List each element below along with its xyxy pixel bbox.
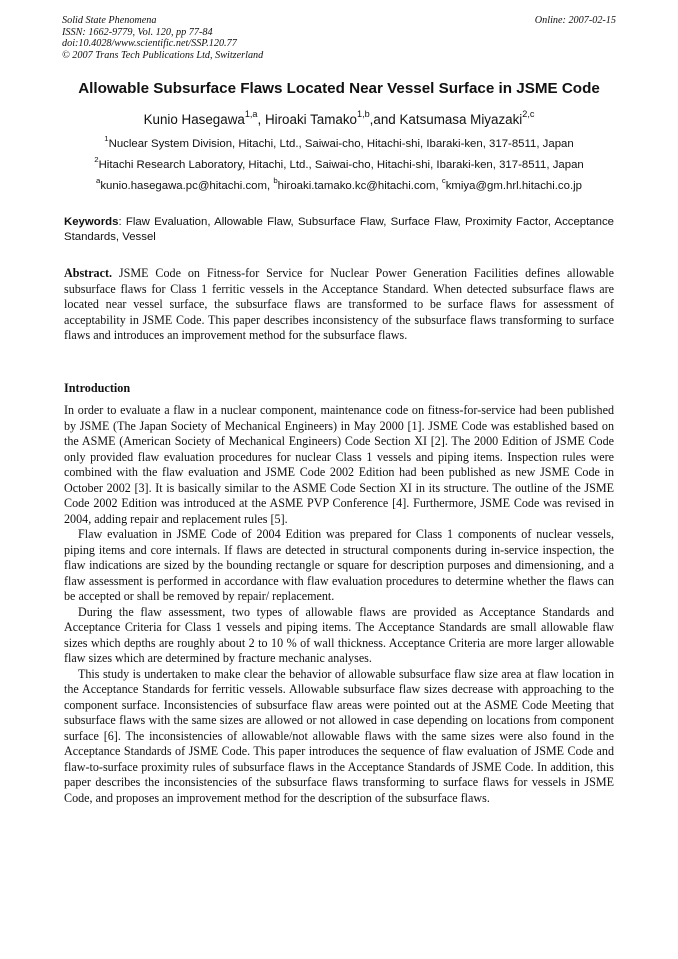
journal-info — [62, 15, 462, 61]
email-mark: c — [441, 176, 446, 186]
abstract-text: JSME Code on Fitness-for Service for Nuclear Power Generation Facilities defines allowable subsurface flaws for Class 1 ferritic vessels in the Acceptance Standard. When detected subsurface flaws are located near vessel surface, the subsurface flaws are transformed to be surface flaws for assessment of acceptability in JSME Code. This paper describes inconsistency of the subsurface flaws transforming to surface flaws and introduces an improvement method for the subsurface flaws. — [64, 266, 614, 343]
copyright-line: © 2007 Trans Tech Publications Ltd, Switzerland — [62, 49, 264, 61]
author-name: Kunio Hasegawa — [143, 112, 245, 127]
keywords-label: Keywords — [64, 216, 119, 228]
email-mark: b — [273, 176, 278, 186]
paper-title: Allowable Subsurface Flaws Located Near Vessel Surface in JSME Code — [78, 80, 600, 97]
author-name: and Katsumasa Miyazaki — [373, 112, 523, 127]
paragraph: This study is undertaken to make clear the behavior of allowable subsurface flaw size area at flaw location in the Acceptance Standards for ferritic vessels. Allowable subsurface flaw sizes decrease with approaching to the component surface. Inconsistencies of subsurface flaw areas were pointed out at the ASME Code Meeting that subsurface flaws with the same sizes are allowed or not allowed in case depending on locations from component surface [6]. The inconsistencies of allowable/not allowable flaws with the same sizes were also found in the Acceptance Standards of JSME Code. This paper introduces the sequence of flaw evaluation of JSME Code and flaw-to-surface proximity rules of subsurface flaws in the Acceptance Standards of JSME Code. In addition, this paper describes the inconsistencies of the subsurface flaws transforming to surface flaws for vessels in JSME Code, and proposes an improvement method for the description of the subsurface flaws. — [64, 666, 614, 805]
affiliation-mark: 1 — [104, 134, 109, 144]
introduction-heading: Introduction — [64, 381, 131, 395]
paragraph: During the flaw assessment, two types of allowable flaws are provided as Acceptance Standards and Acceptance Criteria for Class 1 vessels and piping items. The Acceptance Standards are small allowable flaw sizes which depths are roughly about 2 to 10 % of wall thickness. Acceptance Criteria are more larger allowable flaw sizes which are determined by fracture mechanic analyses. — [64, 604, 614, 665]
author-separator: , — [369, 112, 374, 127]
email-separator: , — [267, 180, 274, 192]
paragraph: Flaw evaluation in JSME Code of 2004 Edition was prepared for Class 1 components of nuclear vessels, piping items and core internals. If flaws are detected in structural components during in-service inspection, the flaw indications are sized by the bounding rectangle or square for description purposes and dimensioning, and a flaw assessment is performed in accordance with flaw evaluation procedures to determine whether the flaws can be accepted or shall be removed by repair/ replacement. — [64, 527, 614, 603]
affiliation-mark: 2 — [94, 155, 99, 165]
affiliation-text: Hitachi Research Laboratory, Hitachi, Ltd., Saiwai-cho, Hitachi-shi, Ibaraki-ken, 317-8511, Japan — [98, 159, 584, 171]
author-affiliation-mark: 1,b — [357, 109, 370, 120]
author-affiliation-mark: 1,a — [244, 109, 258, 120]
email-address: hiroaki.tamako.kc@hitachi.com — [277, 180, 436, 192]
author-list — [30, 109, 648, 127]
author-name: Hiroaki Tamako — [264, 112, 357, 127]
abstract — [64, 266, 614, 344]
introduction-body — [64, 403, 614, 806]
abstract-label: Abstract. — [64, 266, 113, 280]
author-emails — [30, 176, 648, 192]
keywords-text: : Flaw Evaluation, Allowable Flaw, Subsurface Flaw, Surface Flaw, Proximity Factor, Acceptance Standards, Vessel — [64, 216, 614, 244]
online-date: Online: 2007-02-15 — [534, 15, 616, 26]
doi-line: doi:10.4028/www.scientific.net/SSP.120.77 — [62, 38, 237, 50]
email-address: kmiya@gm.hrl.hitachi.co.jp — [445, 180, 582, 192]
keywords — [64, 215, 614, 245]
affiliation-2 — [30, 155, 648, 171]
email-mark: a — [96, 176, 101, 186]
journal-name: Solid State Phenomena — [62, 15, 157, 26]
email-separator: , — [435, 180, 442, 192]
paragraph: In order to evaluate a flaw in a nuclear component, maintenance code on fitness-for-service had been published by JSME (The Japan Society of Mechanical Engineers) in May 2000 [1]. JSME Code was established based on the ASME (American Society of Mechanical Engineers) Code Section XI [2]. The 2000 Edition of JSME Code only provided flaw evaluation procedures for nuclear Class 1 vessels and piping items. Inspection rules were combined with the flaw evaluation and JSME Code 2002 Edition had been published as new JSME Code in October 2002 [3]. It is basically similar to the ASME Code Section XI in its structure. The outline of the JSME Code 2002 Edition was introduced at the ASME PVP Conference [4]. Furthermore, JSME Code was revised in 2004, adding repair and replacement rules [5]. — [64, 403, 614, 526]
issn-line: ISSN: 1662-9779, Vol. 120, pp 77-84 — [62, 26, 213, 38]
author-affiliation-mark: 2,c — [522, 109, 535, 120]
author-separator: , — [257, 112, 265, 127]
affiliation-1 — [30, 134, 648, 150]
email-address: kunio.hasegawa.pc@hitachi.com — [100, 180, 268, 192]
affiliation-text: Nuclear System Division, Hitachi, Ltd., Saiwai-cho, Hitachi-shi, Ibaraki-ken, 317-8511, Japan — [108, 138, 574, 150]
